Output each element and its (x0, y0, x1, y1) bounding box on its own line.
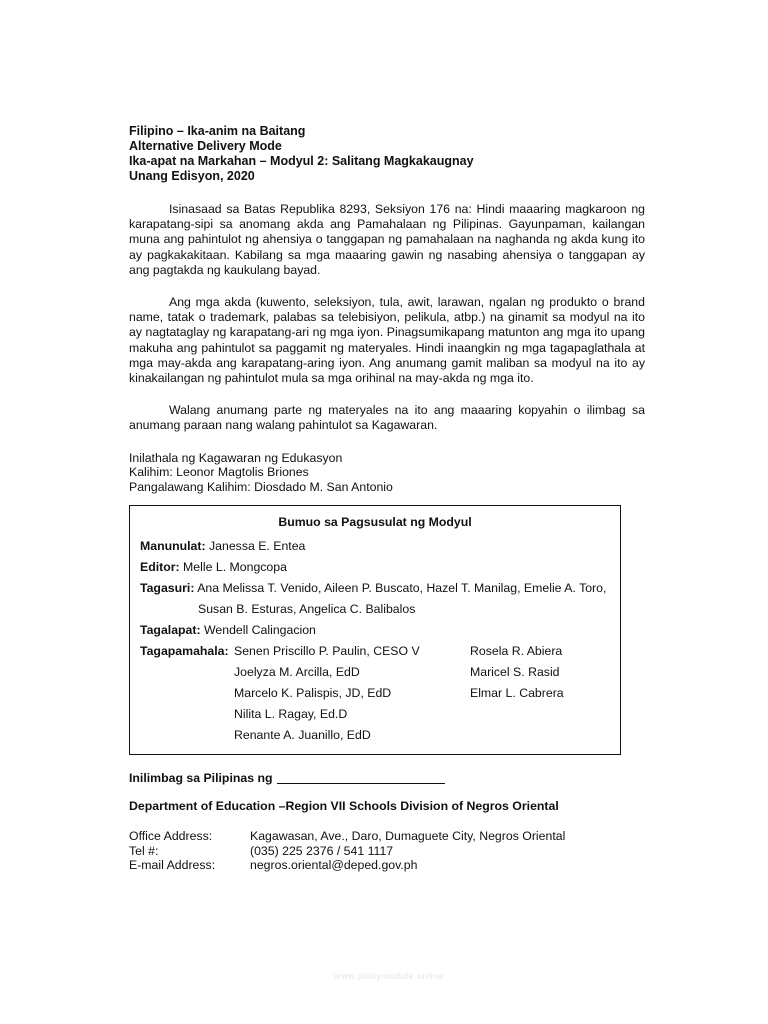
watermark: www.pinoymodule.online (333, 971, 445, 981)
publisher-line: Inilathala ng Kagawaran ng Edukasyon (129, 450, 343, 465)
writer-row (140, 536, 610, 557)
reviewers-row-continued: Susan B. Esturas, Angelica C. Balibalos (198, 602, 416, 617)
document-header (129, 124, 645, 184)
printer-blank-line (277, 783, 445, 784)
email-row (129, 858, 645, 873)
writer-label: Manunulat: (140, 539, 206, 554)
development-team-title: Bumuo sa Pagsusulat ng Modyul (278, 515, 472, 530)
managers-row-4 (140, 704, 610, 725)
managers-row-1 (140, 641, 610, 662)
managers-row-3 (140, 683, 610, 704)
editor-label: Editor: (140, 560, 180, 575)
manager-name: Renante A. Juanillo, EdD (234, 728, 371, 743)
department-name: Department of Education –Region VII Schools Division of Negros Oriental (129, 799, 559, 814)
editor-name: Melle L. Mongcopa (183, 560, 287, 575)
delivery-mode: Alternative Delivery Mode (129, 139, 282, 153)
printed-in-label: Inilimbag sa Pilipinas ng (129, 771, 273, 786)
reviewers-label: Tagasuri: (140, 581, 195, 596)
copyright-paragraph-3: Walang anumang parte ng materyales na ito ang maaaring kopyahin o ilimbag sa anumang paraan nang walang pahintulot sa Kagawaran. (129, 403, 645, 433)
secretary-line: Kalihim: Leonor Magtolis Briones (129, 465, 309, 480)
manager-name: Joelyza M. Arcilla, EdD (234, 665, 360, 680)
office-row (129, 829, 645, 844)
manager-name: Marcelo K. Palispis, JD, EdD (234, 686, 392, 701)
illustrator-label: Tagalapat: (140, 623, 201, 638)
manager-name: Senen Priscillo P. Paulin, CESO V (234, 644, 420, 659)
manager-name: Nilita L. Ragay, Ed.D (234, 707, 348, 722)
tel-label: Tel #: (129, 843, 159, 858)
tel-number: (035) 225 2376 / 541 1117 (250, 843, 394, 858)
editor-row (140, 557, 610, 578)
office-address: Kagawasan, Ave., Daro, Dumaguete City, Negros Oriental (250, 829, 566, 844)
illustrator-name: Wendell Calingacion (204, 623, 316, 638)
development-team-box (129, 505, 621, 755)
undersecretary-line: Pangalawang Kalihim: Diosdado M. San Antonio (129, 479, 393, 494)
printed-in-line (129, 771, 645, 786)
subject-grade: Filipino – Ika-anim na Baitang (129, 124, 306, 138)
managers-row-5 (140, 725, 610, 746)
copyright-paragraph-2: Ang mga akda (kuwento, seleksiyon, tula, awit, larawan, ngalan ng produkto o brand name, tatak o trademark, palabas sa telebisiyon, pelikula, atbp.) na ginamit sa modyul na ito ay nagtataglay ng karapatang-ari ng mga iyon. Pinagsumikapang matunton ang mga ito upang makuha ang pahintulot sa paggamit ng materyales. Hindi inaangkin ng mga tagapaglathala at mga may-akda ang karapatang-aring iyon. Ang anumang gamit maliban sa modyul na ito ay kinakailangan ng pahintulot mula sa mga orihinal na may-akda ng mga ito. (129, 295, 645, 386)
tel-row (129, 844, 645, 859)
copyright-paragraph-1: Isinasaad sa Batas Republika 8293, Seksiyon 176 na: Hindi maaaring magkaroon ng karapatang-sipi sa anomang akda ang Pamahalaan ng Pilipinas. Gayunpaman, kailangan muna ang pahintulot ng ahensiya o tanggapan ng pamahalaan na naghanda ng akda kung ito ay pagkakakitaan. Kabilang sa mga maaaring gawin ng nasabing ahensiya o tanggapan ay ang pagtakda ng kaukulang bayad. (129, 202, 645, 277)
manager-name: Maricel S. Rasid (470, 665, 560, 680)
edition: Unang Edisyon, 2020 (129, 169, 255, 183)
contact-info (129, 829, 645, 873)
module-title: Ika-apat na Markahan – Modyul 2: Salitang Magkakaugnay (129, 154, 474, 168)
managers-row-2 (140, 662, 610, 683)
email-address: negros.oriental@deped.gov.ph (250, 858, 418, 873)
reviewers-names: Ana Melissa T. Venido, Aileen P. Buscato, Hazel T. Manilag, Emelie A. Toro, (197, 581, 607, 596)
manager-name: Elmar L. Cabrera (470, 686, 564, 701)
office-label: Office Address: (129, 829, 213, 844)
reviewers-row (140, 578, 610, 599)
managers-label: Tagapamahala: (140, 644, 229, 659)
copyright-page (129, 124, 645, 873)
writer-name: Janessa E. Entea (209, 539, 306, 554)
publisher-info (129, 451, 645, 495)
email-label: E-mail Address: (129, 858, 216, 873)
manager-name: Rosela R. Abiera (470, 644, 563, 659)
illustrator-row (140, 620, 610, 641)
